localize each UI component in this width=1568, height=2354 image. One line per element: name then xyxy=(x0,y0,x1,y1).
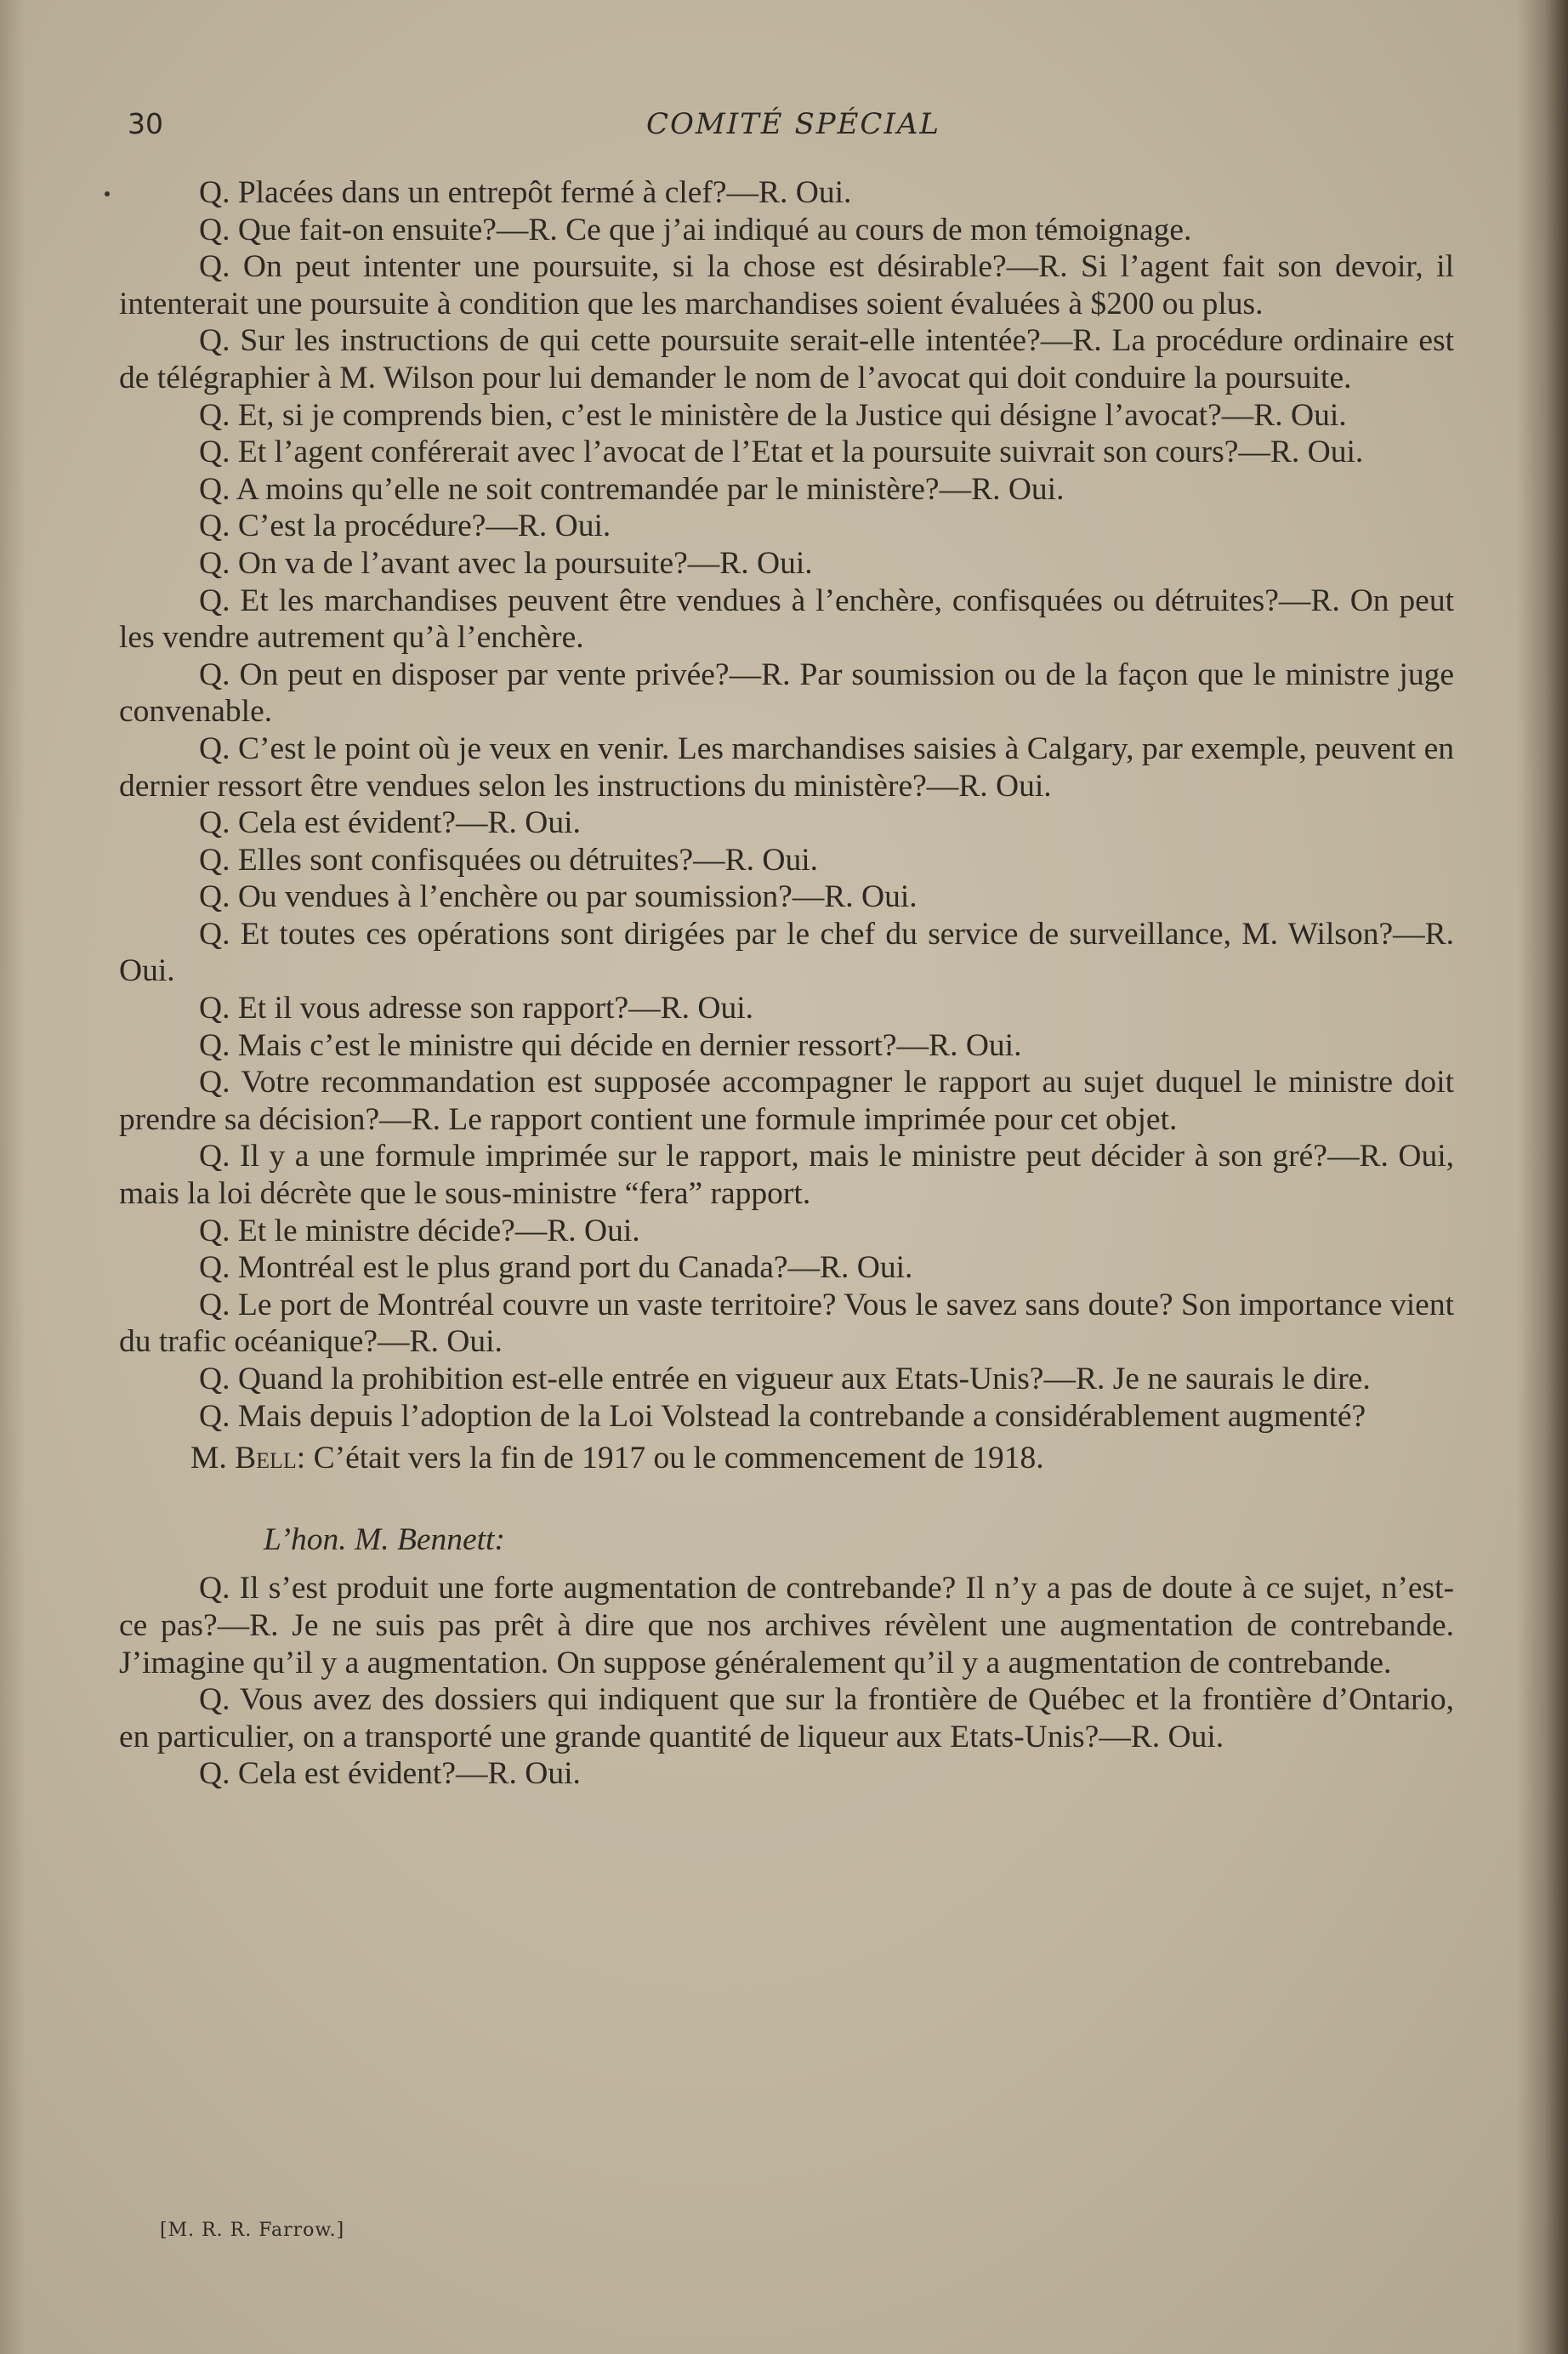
stray-ink-mark xyxy=(105,191,110,196)
paragraph: Q. Et, si je comprends bien, c’est le ministère de la Justice qui désigne l’avocat?—R. Oui. xyxy=(199,397,1347,433)
paragraph: Q. On peut en disposer par vente privée?—R. Par soumission ou de la façon que le ministre juge convenable. xyxy=(119,657,1454,730)
paragraph: Q. Vous avez des dossiers qui indiquent que sur la frontière de Québec et la frontière d’Ontario, en particulier, on a transporté une grande quantité de liqueur aux Etats-Unis?—R. Oui. xyxy=(119,1682,1454,1754)
speaker-title: M. xyxy=(190,1441,227,1476)
paragraph: Q. Elles sont confisquées ou détruites?—R. Oui. xyxy=(199,842,819,878)
paragraph: Q. Ou vendues à l’enchère ou par soumission?—R. Oui. xyxy=(199,879,918,915)
paragraph: Q. Mais depuis l’adoption de la Loi Volstead la contrebande a considérablement augmenté? xyxy=(199,1398,1366,1434)
paragraph: Q. Il s’est produit une forte augmentation de contrebande? Il n’y a pas de doute à ce sujet, n’est-ce pas?—R. Je ne suis pas prêt à dire que nos archives révèlent une augmentation de contrebande. J’imagine qu’il y a augmentation. On suppose généralement qu’il y a augmentation de contrebande. xyxy=(119,1571,1454,1680)
paragraph: Q. On peut intenter une poursuite, si la chose est désirable?—R. Si l’agent fait son devoir, il intenterait une poursuite à condition que les marchandises soient évaluées à $200 ou plus. xyxy=(119,249,1454,321)
page-left-edge-shading xyxy=(0,0,26,2354)
paragraph: Q. Mais c’est le ministre qui décide en dernier ressort?—R. Oui. xyxy=(199,1027,1022,1063)
speaker-name: Bell xyxy=(235,1441,297,1476)
paragraph: Q. Quand la prohibition est-elle entrée en vigueur aux Etats-Unis?—R. Je ne saurais le dire. xyxy=(199,1362,1371,1396)
paragraph: Q. Et le ministre décide?—R. Oui. xyxy=(199,1213,640,1248)
paragraph: Q. Le port de Montréal couvre un vaste territoire? Vous le savez sans doute? Son importance vient du trafic océanique?—R. Oui. xyxy=(119,1287,1454,1360)
paragraph: Q. Que fait-on ensuite?—R. Ce que j’ai indiqué au cours de mon témoignage. xyxy=(199,212,1192,247)
speaker-text: C’était vers la fin de 1917 ou le commencement de 1918. xyxy=(313,1441,1044,1476)
paragraph: Q. Votre recommandation est supposée accompagner le rapport au sujet duquel le ministre doit prendre sa décision?—R. Le rapport contient une formule imprimée pour cet objet. xyxy=(119,1065,1454,1137)
body-text xyxy=(119,174,1454,1793)
paragraph: Q. Et toutes ces opérations sont dirigées par le chef du service de surveillance, M. Wilson?—R. Oui. xyxy=(119,916,1454,989)
section-heading: L’hon. M. Bennett: xyxy=(264,1521,505,1557)
paragraph: Q. Sur les instructions de qui cette poursuite serait-elle intentée?—R. La procédure ordinaire est de télégraphier à M. Wilson pour lui demander le nom de l’avocat qui doit conduire la poursuite. xyxy=(119,323,1454,395)
speaker-statement xyxy=(119,1440,1454,1477)
running-head: COMITÉ SPÉCIAL xyxy=(646,107,941,141)
paragraph: Q. A moins qu’elle ne soit contremandée par le ministère?—R. Oui. xyxy=(199,471,1065,507)
paragraph: Q. Il y a une formule imprimée sur le rapport, mais le ministre peut décider à son gré?—R. Oui, mais la loi décrète que le sous-ministre “fera” rapport. xyxy=(119,1139,1454,1212)
paragraph: Q. On va de l’avant avec la poursuite?—R. Oui. xyxy=(199,545,813,581)
paragraph: Q. Et les marchandises peuvent être vendues à l’enchère, confisquées ou détruites?—R. On peut les vendre autrement qu’à l’enchère. xyxy=(119,583,1454,656)
paragraph: Q. Et l’agent conférerait avec l’avocat de l’Etat et la poursuite suivrait son cours?—R. Oui. xyxy=(199,435,1364,470)
page-header xyxy=(128,107,1454,150)
paragraph: Q. Cela est évident?—R. Oui. xyxy=(199,1756,581,1792)
paragraph: Q. C’est le point où je veux en venir. Les marchandises saisies à Calgary, par exemple, peuvent en dernier ressort être vendues selon les instructions du ministère?—R. Oui. xyxy=(119,731,1454,804)
paragraph: Q. Montréal est le plus grand port du Canada?—R. Oui. xyxy=(199,1250,913,1286)
paragraph: Q. Et il vous adresse son rapport?—R. Oui. xyxy=(199,991,753,1026)
paragraph: Q. Cela est évident?—R. Oui. xyxy=(199,805,581,841)
paragraph: Q. C’est la procédure?—R. Oui. xyxy=(199,509,611,544)
paragraph: Q. Placées dans un entrepôt fermé à clef?—R. Oui. xyxy=(199,175,852,210)
speaker-colon: : xyxy=(296,1441,306,1476)
page-number: 30 xyxy=(128,107,163,140)
witness-reference: [M. R. R. Farrow.] xyxy=(160,2220,345,2241)
page-binding-shadow xyxy=(1517,0,1568,2354)
